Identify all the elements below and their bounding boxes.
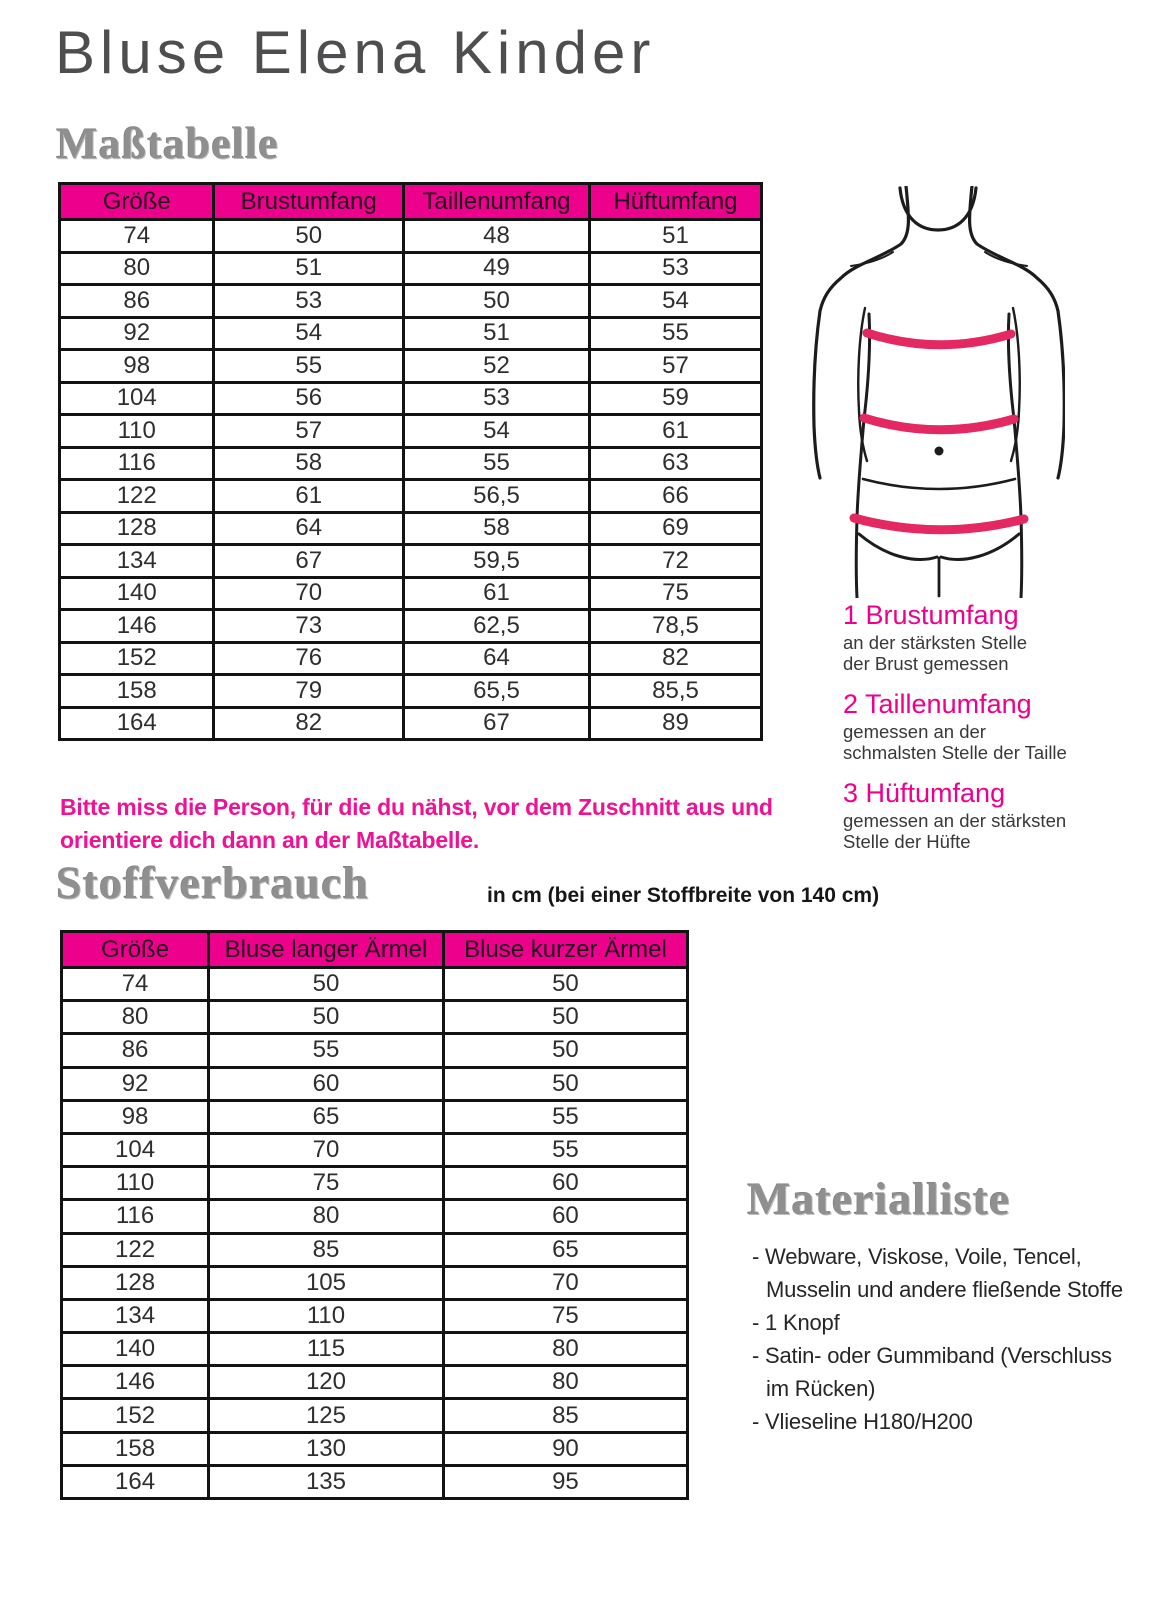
table-cell: 50 [403, 285, 589, 318]
stoffverbrauch-table [60, 930, 689, 1500]
material-list-line: - 1 Knopf [752, 1310, 840, 1335]
table-cell: 65,5 [403, 675, 589, 708]
table-cell: 95 [443, 1465, 687, 1498]
legend-item-brustumfang [843, 600, 1143, 674]
table-row [60, 577, 762, 610]
table-cell: 70 [214, 577, 404, 610]
table-cell: 64 [403, 642, 589, 675]
table-row [62, 1299, 688, 1332]
table-cell: 80 [443, 1333, 687, 1366]
table-row [60, 675, 762, 708]
table-cell: 55 [443, 1133, 687, 1166]
legend-title: 2 Taillenumfang [843, 689, 1032, 719]
table-cell: 65 [443, 1233, 687, 1266]
table-cell: 134 [62, 1299, 209, 1332]
body-measurement-diagram [793, 186, 1065, 598]
navel-dot [935, 447, 944, 456]
table-header-row [60, 184, 762, 220]
table-cell: 72 [589, 545, 761, 578]
table-cell: 75 [209, 1167, 444, 1200]
table-cell: 82 [589, 642, 761, 675]
table-cell: 74 [62, 968, 209, 1001]
table-cell: 51 [589, 220, 761, 253]
table-row [60, 707, 762, 740]
table-cell: 82 [214, 707, 404, 740]
table-cell: 90 [443, 1432, 687, 1465]
table-cell: 135 [209, 1465, 444, 1498]
material-list-line: Musselin und andere fließende Stoffe [766, 1277, 1123, 1302]
table-cell: 55 [209, 1034, 444, 1067]
table-row [62, 1366, 688, 1399]
table-header-row [62, 932, 688, 968]
table-cell: 57 [589, 350, 761, 383]
legend-desc: an der stärksten Stelle der Brust gemessen [843, 632, 1028, 674]
table-cell: 54 [589, 285, 761, 318]
table-cell: 110 [60, 415, 214, 448]
torso-figure-illustration [793, 186, 1065, 598]
table-cell: 122 [60, 480, 214, 513]
measure-note-line2: orientiere dich dann an der Maßtabelle. [60, 827, 480, 853]
table-cell: 80 [60, 252, 214, 285]
table-cell: 50 [443, 968, 687, 1001]
waist-band [864, 418, 1014, 430]
table-cell: 140 [62, 1333, 209, 1366]
table-row [62, 1133, 688, 1166]
material-list-line: - Webware, Viskose, Voile, Tencel, [752, 1244, 1082, 1269]
masstabelle-heading: Maßtabelle [56, 119, 279, 168]
table-cell: 110 [62, 1167, 209, 1200]
table-cell: 56,5 [403, 480, 589, 513]
table-cell: 54 [403, 415, 589, 448]
table-cell: 80 [209, 1200, 444, 1233]
material-list-line: - Vlieseline H180/H200 [752, 1409, 973, 1434]
table-cell: 122 [62, 1233, 209, 1266]
table-cell: 125 [209, 1399, 444, 1432]
table-cell: 115 [209, 1333, 444, 1366]
table-cell: 85 [443, 1399, 687, 1432]
table-row [62, 1100, 688, 1133]
table-cell: 57 [214, 415, 404, 448]
table-cell: 55 [443, 1100, 687, 1133]
table-cell: 134 [60, 545, 214, 578]
table-cell: 56 [214, 382, 404, 415]
measurement-legend [843, 600, 1143, 867]
table-row [62, 1432, 688, 1465]
table-row [60, 252, 762, 285]
table-row [62, 1067, 688, 1100]
table-row [62, 1200, 688, 1233]
table-cell: 58 [214, 447, 404, 480]
table-row [62, 1399, 688, 1432]
legend-item-hueftumfang [843, 778, 1143, 852]
table-cell: 49 [403, 252, 589, 285]
table-row [62, 1001, 688, 1034]
table-cell: 75 [589, 577, 761, 610]
table-cell: 140 [60, 577, 214, 610]
table-row [62, 1266, 688, 1299]
measure-note-line1: Bitte miss die Person, für die du nähst, vor dem Zuschnitt aus und [60, 794, 773, 820]
table-cell: 92 [62, 1067, 209, 1100]
table-cell: 59,5 [403, 545, 589, 578]
table-cell: 110 [209, 1299, 444, 1332]
table-cell: 51 [403, 317, 589, 350]
column-header: Bluse kurzer Ärmel [443, 932, 687, 968]
table-cell: 61 [589, 415, 761, 448]
table-cell: 66 [589, 480, 761, 513]
table-cell: 65 [209, 1100, 444, 1133]
table-row [62, 968, 688, 1001]
table-cell: 105 [209, 1266, 444, 1299]
table-cell: 60 [443, 1167, 687, 1200]
chest-band [867, 333, 1011, 345]
table-cell: 50 [443, 1067, 687, 1100]
table-cell: 50 [209, 968, 444, 1001]
column-header: Hüftumfang [589, 184, 761, 220]
hip-band [854, 518, 1024, 530]
table-cell: 158 [62, 1432, 209, 1465]
table-cell: 152 [60, 642, 214, 675]
table-cell: 86 [62, 1034, 209, 1067]
table-cell: 92 [60, 317, 214, 350]
table-cell: 128 [62, 1266, 209, 1299]
table-cell: 73 [214, 610, 404, 643]
legend-title: 3 Hüftumfang [843, 778, 1006, 808]
table-cell: 85 [209, 1233, 444, 1266]
table-row [60, 350, 762, 383]
table-cell: 104 [60, 382, 214, 415]
page-title: Bluse Elena Kinder [55, 19, 656, 86]
table-cell: 130 [209, 1432, 444, 1465]
material-list [752, 1240, 1123, 1438]
table-cell: 53 [403, 382, 589, 415]
legend-item-taillenumfang [843, 689, 1143, 763]
table-row [60, 415, 762, 448]
table-cell: 85,5 [589, 675, 761, 708]
table-cell: 74 [60, 220, 214, 253]
table-cell: 67 [214, 545, 404, 578]
table-cell: 61 [403, 577, 589, 610]
table-row [62, 1333, 688, 1366]
table-cell: 63 [589, 447, 761, 480]
table-cell: 164 [60, 707, 214, 740]
table-row [62, 1465, 688, 1498]
table-cell: 70 [209, 1133, 444, 1166]
table-cell: 59 [589, 382, 761, 415]
materialliste-heading: Materialliste [747, 1173, 1011, 1224]
table-row [60, 610, 762, 643]
column-header: Taillenumfang [403, 184, 589, 220]
stoffverbrauch-subtitle: in cm (bei einer Stoffbreite von 140 cm) [487, 884, 880, 907]
table-row [60, 285, 762, 318]
table-row [62, 1034, 688, 1067]
table-row [62, 1167, 688, 1200]
table-cell: 58 [403, 512, 589, 545]
table-row [60, 642, 762, 675]
table-cell: 104 [62, 1133, 209, 1166]
table-row [60, 447, 762, 480]
table-cell: 146 [62, 1366, 209, 1399]
legend-desc: gemessen an der schmalsten Stelle der Taille [843, 721, 1067, 763]
table-cell: 53 [589, 252, 761, 285]
table-cell: 50 [443, 1001, 687, 1034]
legend-desc: gemessen an der stärksten Stelle der Hüfte [843, 810, 1067, 852]
column-header: Größe [62, 932, 209, 968]
table-cell: 158 [60, 675, 214, 708]
table-cell: 75 [443, 1299, 687, 1332]
table-cell: 80 [62, 1001, 209, 1034]
table-cell: 164 [62, 1465, 209, 1498]
table-cell: 53 [214, 285, 404, 318]
table-cell: 89 [589, 707, 761, 740]
table-cell: 60 [209, 1067, 444, 1100]
table-cell: 50 [214, 220, 404, 253]
table-cell: 48 [403, 220, 589, 253]
column-header: Brustumfang [214, 184, 404, 220]
table-cell: 76 [214, 642, 404, 675]
table-cell: 120 [209, 1366, 444, 1399]
table-cell: 64 [214, 512, 404, 545]
table-cell: 67 [403, 707, 589, 740]
legend-title: 1 Brustumfang [843, 600, 1019, 630]
table-cell: 80 [443, 1366, 687, 1399]
table-cell: 152 [62, 1399, 209, 1432]
table-cell: 86 [60, 285, 214, 318]
table-cell: 52 [403, 350, 589, 383]
table-cell: 55 [589, 317, 761, 350]
table-cell: 60 [443, 1200, 687, 1233]
table-cell: 61 [214, 480, 404, 513]
material-list-line: im Rücken) [766, 1376, 876, 1401]
table-row [60, 382, 762, 415]
table-cell: 51 [214, 252, 404, 285]
table-cell: 79 [214, 675, 404, 708]
column-header: Größe [60, 184, 214, 220]
table-row [62, 1233, 688, 1266]
table-cell: 116 [62, 1200, 209, 1233]
table-cell: 54 [214, 317, 404, 350]
table-row [60, 317, 762, 350]
table-cell: 78,5 [589, 610, 761, 643]
material-list-line: - Satin- oder Gummiband (Verschluss [752, 1343, 1112, 1368]
table-cell: 50 [443, 1034, 687, 1067]
stoffverbrauch-heading: Stoffverbrauch [56, 857, 369, 908]
table-cell: 70 [443, 1266, 687, 1299]
table-cell: 98 [60, 350, 214, 383]
table-cell: 50 [209, 1001, 444, 1034]
column-header: Bluse langer Ärmel [209, 932, 444, 968]
table-cell: 55 [214, 350, 404, 383]
table-row [60, 480, 762, 513]
masstabelle-table [58, 182, 763, 741]
table-cell: 62,5 [403, 610, 589, 643]
table-row [60, 545, 762, 578]
measure-note [60, 791, 773, 857]
table-cell: 116 [60, 447, 214, 480]
table-cell: 98 [62, 1100, 209, 1133]
table-cell: 146 [60, 610, 214, 643]
table-cell: 128 [60, 512, 214, 545]
table-row [60, 220, 762, 253]
table-cell: 55 [403, 447, 589, 480]
table-cell: 69 [589, 512, 761, 545]
table-row [60, 512, 762, 545]
